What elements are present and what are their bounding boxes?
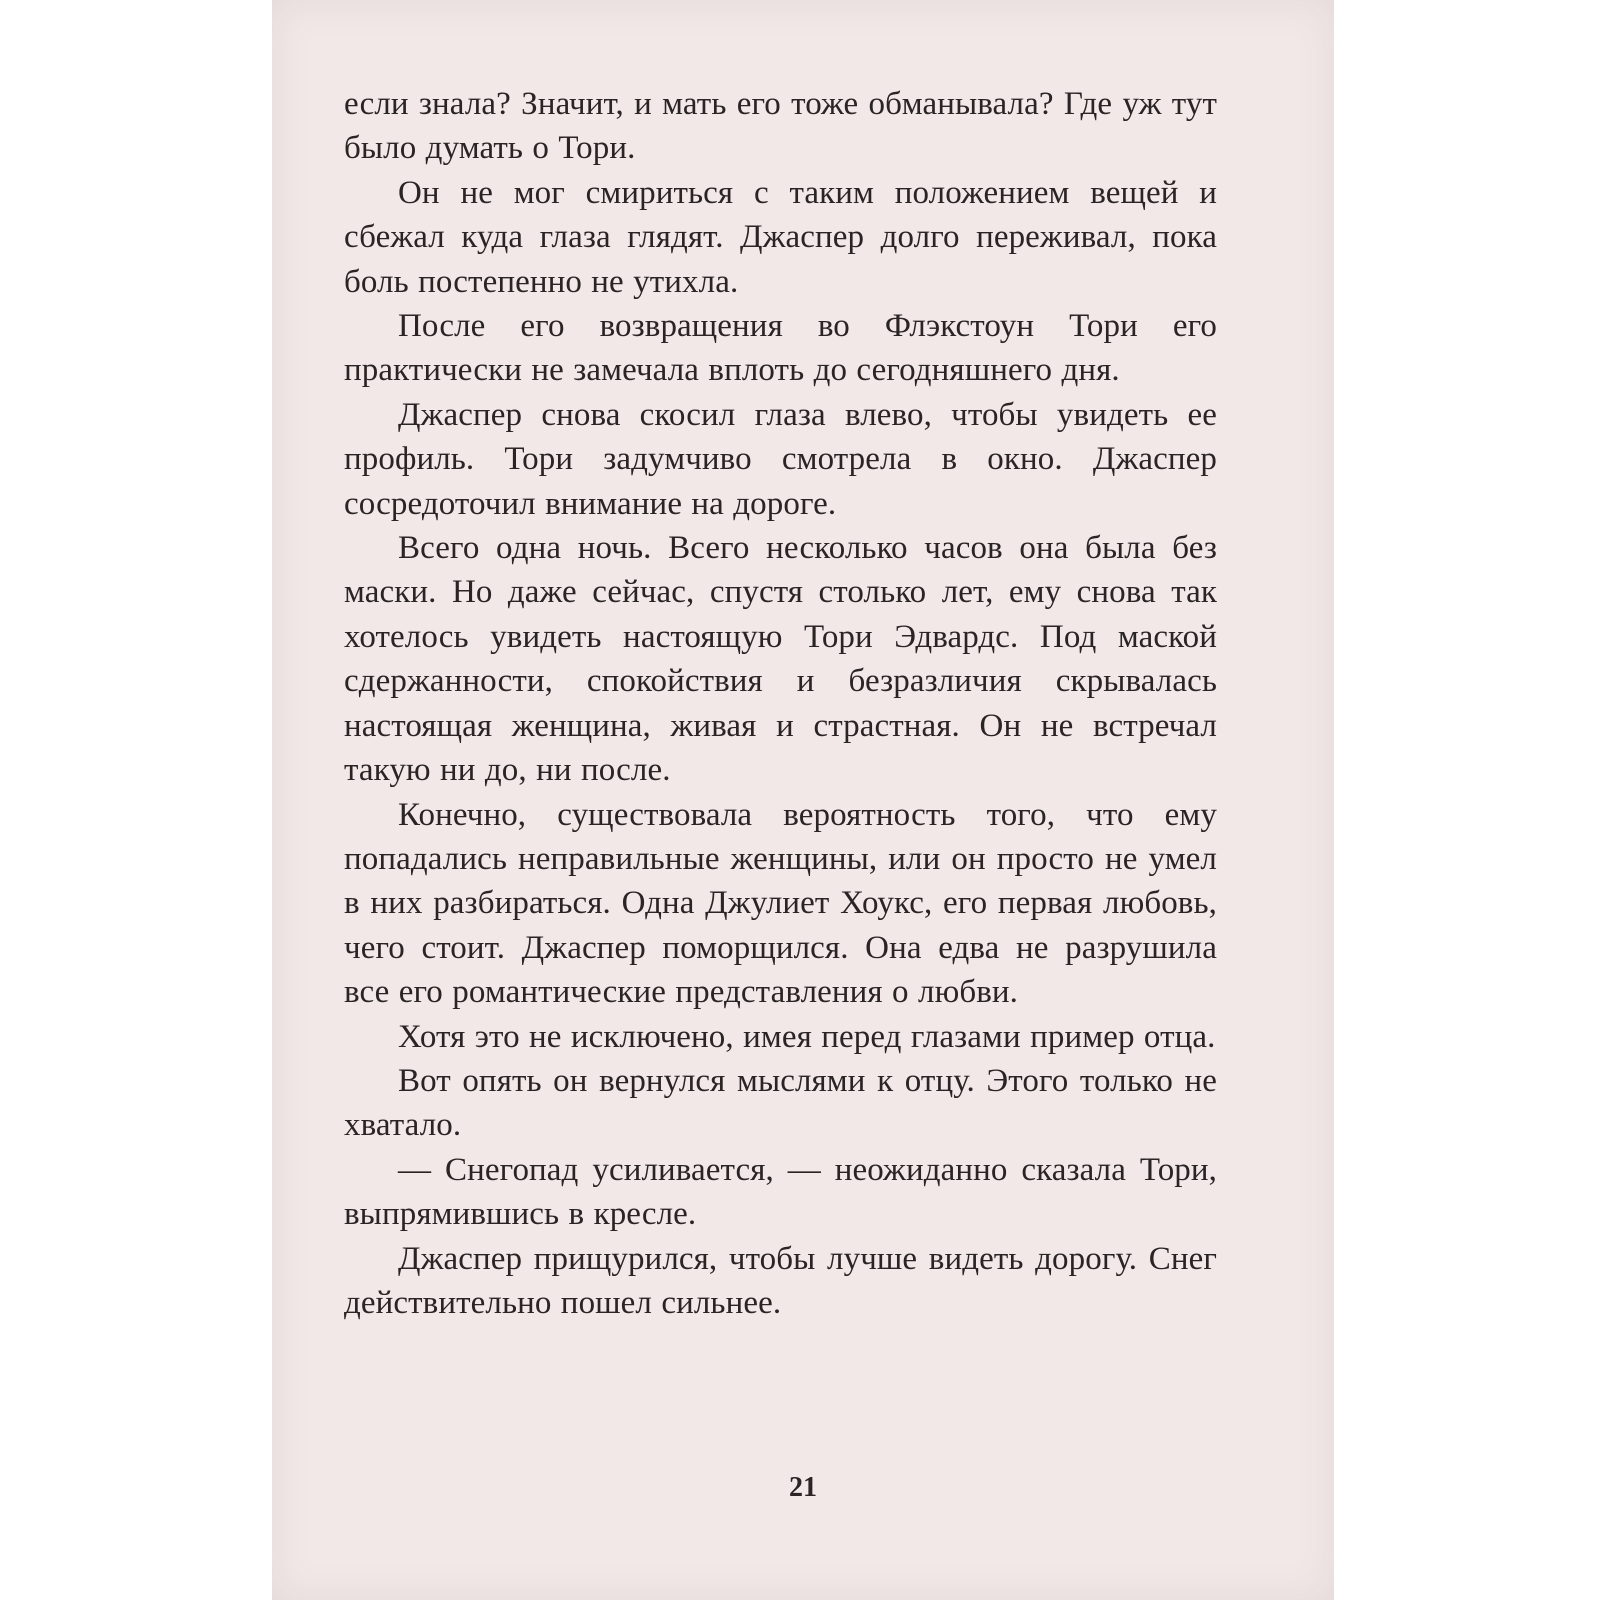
page-text xyxy=(344,82,1217,1325)
book-page xyxy=(272,0,1334,1600)
paragraph-6: Конечно, существовала вероятность того, что ему попадались неправильные женщины, или он просто не умел в них разбираться. Одна Джулиет Хоукс, его первая любовь, чего стоит. Джаспер поморщился. Она едва не разрушила все его романтические представления о любви. xyxy=(344,796,1217,1011)
paragraph-7: Хотя это не исключено, имея перед глазами пример отца. xyxy=(398,1018,1216,1055)
paragraph-4: Джаспер снова скосил глаза влево, чтобы увидеть ее профиль. Тори задумчиво смотрела в окно. Джаспер сосредоточил внимание на дороге. xyxy=(344,396,1217,522)
paragraph-1: если знала? Значит, и мать его тоже обманывала? Где уж тут было думать о Тори. xyxy=(344,86,1217,167)
paragraph-10: Джаспер прищурился, чтобы лучше видеть дорогу. Снег действительно пошел сильнее. xyxy=(344,1240,1217,1321)
paragraph-9: — Снегопад усиливается, — неожиданно сказала Тори, выпрямившись в кресле. xyxy=(344,1151,1217,1233)
paragraph-2: Он не мог смириться с таким положением вещей и сбежал куда глаза глядят. Джаспер долго переживал, пока боль постепенно не утихла. xyxy=(344,174,1217,300)
page-number: 21 xyxy=(789,1472,817,1503)
paragraph-3: После его возвращения во Флэкстоун Тори его практически не замечала вплоть до сегодняшнего дня. xyxy=(344,308,1217,389)
paragraph-8: Вот опять он вернулся мыслями к отцу. Этого только не хватало. xyxy=(344,1062,1217,1144)
paragraph-5: Всего одна ночь. Всего несколько часов она была без маски. Но даже сейчас, спустя столько лет, ему снова так хотелось увидеть настоящую Тори Эдвардс. Под маской сдержанности, спокойствия и безразличия скрывалась настоящая женщина, живая и страстная. Он не встречал такую ни до, ни после. xyxy=(344,530,1217,789)
